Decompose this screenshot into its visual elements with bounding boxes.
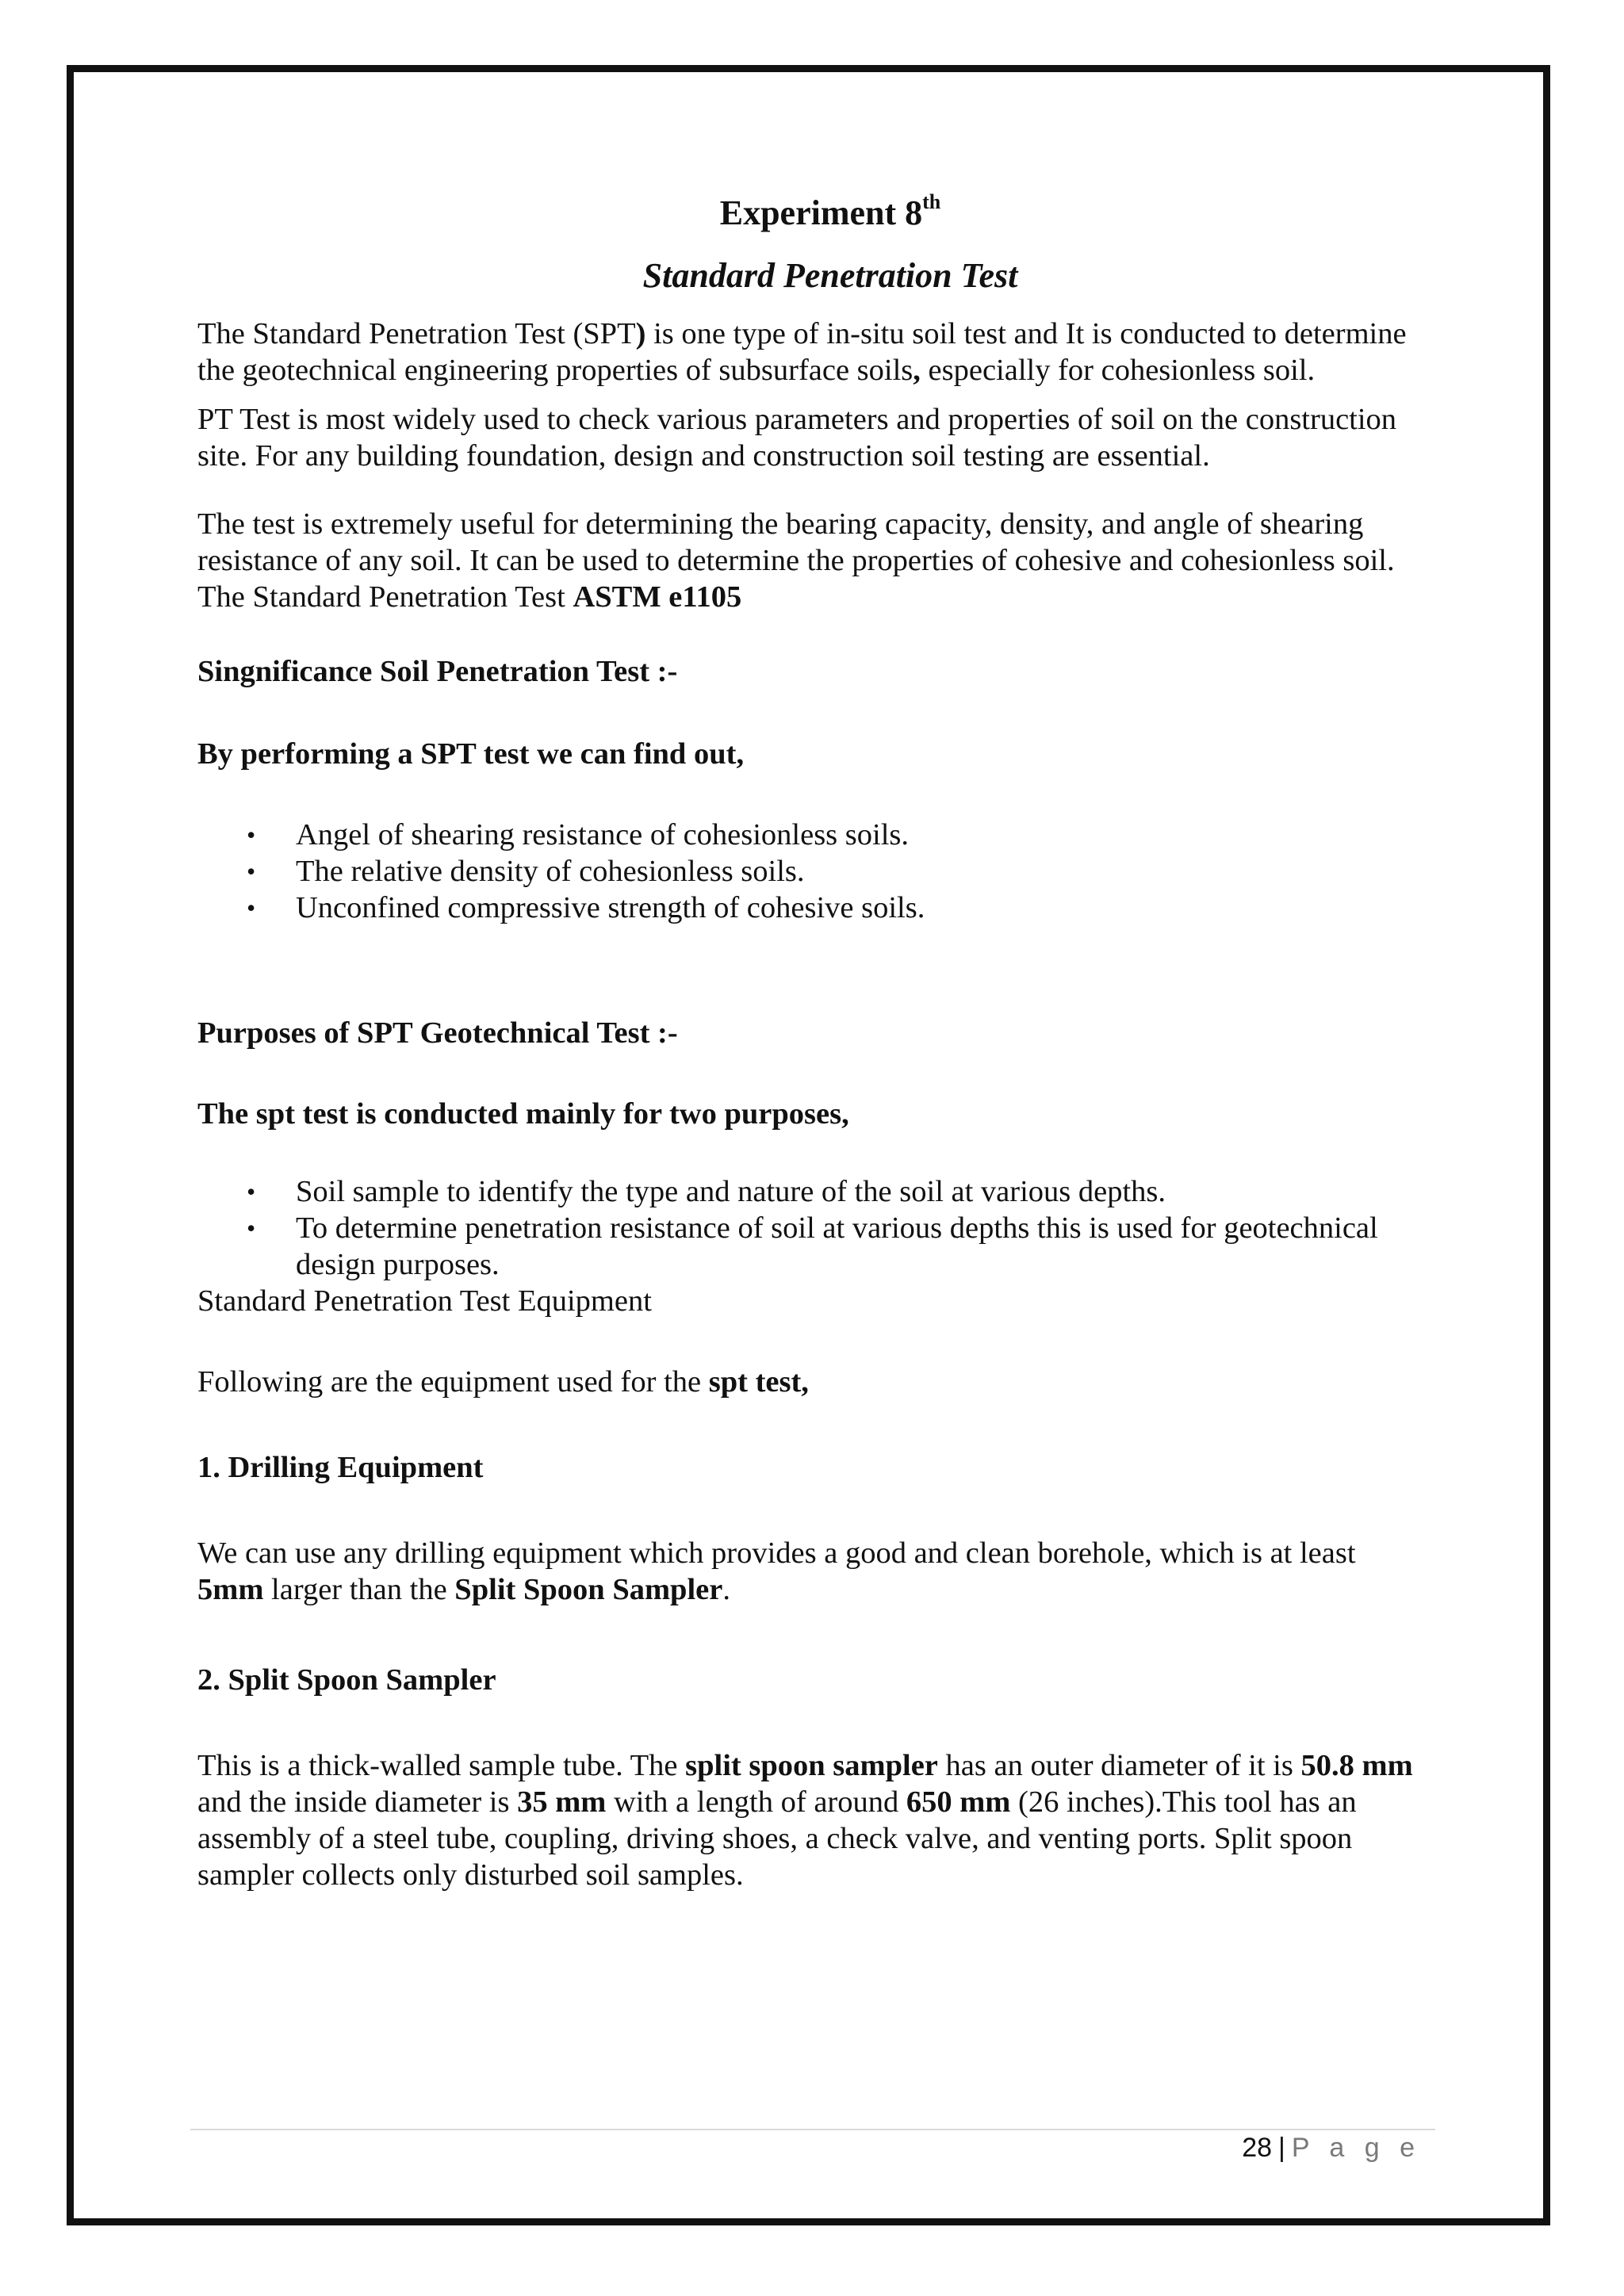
text-run: Following are the equipment used for the xyxy=(197,1365,709,1399)
list-item xyxy=(247,817,1427,853)
text-run: with a length of around xyxy=(606,1785,906,1820)
page-footer xyxy=(1242,2133,1421,2164)
page-label: P a g e xyxy=(1291,2133,1421,2163)
significance-heading: Singnificance Soil Penetration Test :- xyxy=(197,655,678,689)
significance-subheading: By performing a SPT test we can find out, xyxy=(197,737,745,771)
bold-run: , xyxy=(913,354,921,388)
text-run: The Standard Penetration Test (SPT xyxy=(197,317,636,351)
bold-run: Split Spoon Sampler xyxy=(454,1573,723,1607)
text-run: larger than the xyxy=(263,1573,455,1607)
document-subtitle: Standard Penetration Test xyxy=(642,256,1018,296)
intro-paragraph-1 xyxy=(197,316,1427,388)
list-item-text: Soil sample to identify the type and nature of the soil at various depths. xyxy=(296,1175,1166,1209)
list-item-text: Unconfined compressive strength of cohesive soils. xyxy=(296,891,925,925)
text-run: and the inside diameter is xyxy=(197,1785,518,1820)
list-item xyxy=(247,853,1427,890)
significance-list xyxy=(197,817,1427,926)
bold-run: ASTM e1105 xyxy=(573,580,742,614)
drilling-paragraph xyxy=(197,1535,1427,1608)
equipment-line: Standard Penetration Test Equipment xyxy=(197,1284,652,1318)
text-run: especially for cohesionless soil. xyxy=(920,354,1316,388)
equipment-intro xyxy=(197,1364,1427,1400)
bullet-icon: • xyxy=(247,1177,256,1207)
page-number: 28 xyxy=(1242,2133,1273,2163)
text-run: This is a thick-walled sample tube. The xyxy=(197,1749,686,1783)
intro-paragraph-2: PT Test is most widely used to check various parameters and properties of soil on the construction site. For any building foundation, design and construction soil testing are essential. xyxy=(197,403,1397,473)
document-title xyxy=(234,190,1427,235)
text-run: . xyxy=(722,1573,730,1607)
list-item xyxy=(247,1210,1427,1283)
bold-run: spt test, xyxy=(708,1365,809,1399)
text-run: (26 inches).This tool has an assembly of a steel tube, coupling, driving shoes, a check valve, and venting ports. Split spoon sampler collects only disturbed soil samples. xyxy=(197,1785,1357,1892)
bullet-icon: • xyxy=(247,1214,256,1243)
bold-run: 650 mm xyxy=(906,1785,1011,1820)
sampler-heading: 2. Split Spoon Sampler xyxy=(197,1663,496,1697)
bullet-icon: • xyxy=(247,857,256,886)
footer-divider xyxy=(190,2129,1435,2130)
bullet-icon: • xyxy=(247,821,256,850)
drilling-heading: 1. Drilling Equipment xyxy=(197,1451,484,1485)
bullet-icon: • xyxy=(247,894,256,923)
text-run: is one type of in-situ soil test and It is conducted to determine the geotechnical engineering properties of subsurface soils xyxy=(197,317,1407,388)
text-run: has an outer diameter of it is xyxy=(937,1749,1301,1783)
bold-run: 35 mm xyxy=(517,1785,607,1820)
title-superscript: th xyxy=(922,190,941,214)
title-text: Experiment 8 xyxy=(719,193,923,232)
document-body xyxy=(197,190,1427,1893)
bold-run: ) xyxy=(635,317,646,351)
list-item-text: To determine penetration resistance of soil at various depths this is used for geotechnical design purposes. xyxy=(296,1211,1378,1282)
text-run: We can use any drilling equipment which provides a good and clean borehole, which is at least xyxy=(197,1536,1356,1571)
text-run: The test is extremely useful for determining the bearing capacity, density, and angle of shearing resistance of any soil. It can be used to determine the properties of cohesive and cohesionless soil. The Standard Penetration Test xyxy=(197,507,1395,614)
bold-run: split spoon sampler xyxy=(685,1749,938,1783)
intro-paragraph-3 xyxy=(197,506,1427,615)
list-item xyxy=(247,890,1427,926)
purposes-heading: Purposes of SPT Geotechnical Test :- xyxy=(197,1016,678,1050)
bold-run: 50.8 mm xyxy=(1300,1749,1413,1783)
purposes-list xyxy=(197,1173,1427,1283)
footer-separator: | xyxy=(1278,2133,1285,2163)
list-item-text: The relative density of cohesionless soils. xyxy=(296,855,805,889)
list-item-text: Angel of shearing resistance of cohesionless soils. xyxy=(296,818,910,852)
list-item xyxy=(247,1173,1427,1210)
sampler-paragraph xyxy=(197,1747,1427,1893)
purposes-subheading: The spt test is conducted mainly for two purposes, xyxy=(197,1097,849,1131)
bold-run: 5mm xyxy=(197,1573,264,1607)
